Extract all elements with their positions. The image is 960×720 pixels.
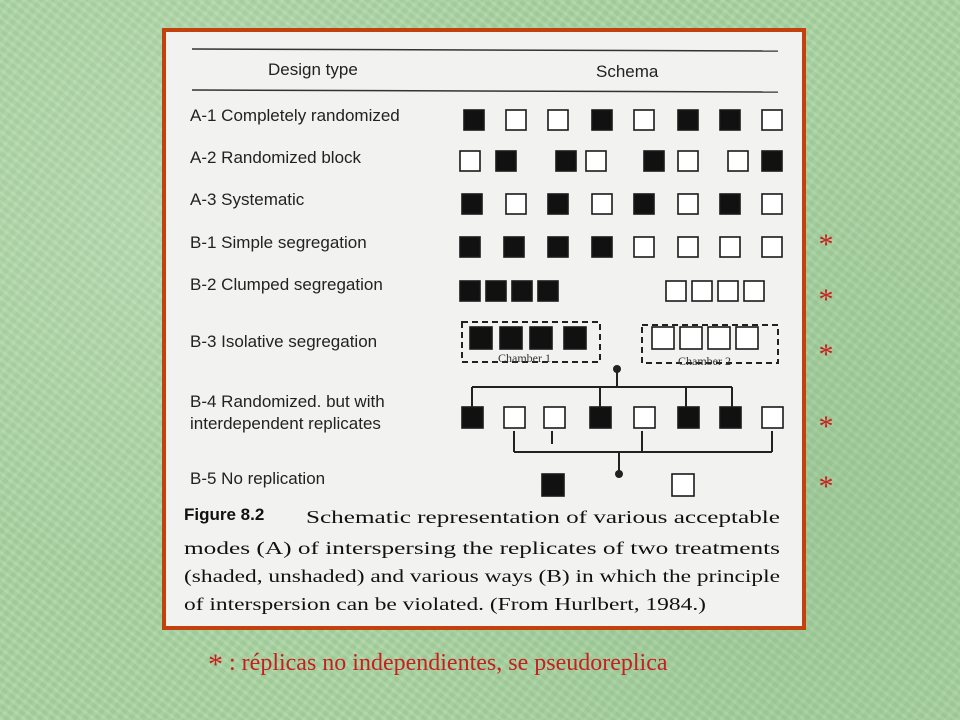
shaded-replicate-square	[538, 281, 558, 301]
row-label-b4-line1: B-4 Randomized. but with	[190, 392, 385, 411]
header-design-type: Design type	[268, 60, 358, 79]
row-label-b4-line2: interdependent replicates	[190, 414, 381, 433]
b4-bottom-tree	[514, 431, 772, 474]
row-label-b5: B-5 No replication	[190, 469, 326, 488]
shaded-replicate-square	[564, 327, 586, 349]
row-label-b1: B-1 Simple segregation	[190, 233, 367, 252]
shaded-replicate-square	[462, 407, 483, 428]
unshaded-replicate-square	[762, 194, 782, 214]
pseudoreplication-marker-b2: *	[818, 283, 834, 316]
unshaded-replicate-square	[762, 407, 783, 428]
b4-top-tree	[472, 369, 732, 407]
unshaded-replicate-square	[708, 327, 730, 349]
caption-line-2: modes (A) of interspersing the replicates of two treatments	[184, 538, 608, 558]
shaded-replicate-square	[592, 110, 612, 130]
shaded-replicate-square	[720, 194, 740, 214]
footnote-symbol: *	[208, 648, 223, 681]
pseudoreplication-marker-b1: *	[818, 228, 834, 261]
schema-squares	[460, 110, 783, 496]
row-label-b2: B-2 Clumped segregation	[190, 275, 383, 294]
shaded-replicate-square	[678, 110, 698, 130]
unshaded-replicate-square	[460, 151, 480, 171]
shaded-replicate-square	[644, 151, 664, 171]
shaded-replicate-square	[500, 327, 522, 349]
shaded-replicate-square	[496, 151, 516, 171]
shaded-replicate-square	[720, 110, 740, 130]
chamber-1-label: Chamber 1	[498, 351, 551, 365]
unshaded-replicate-square	[634, 237, 654, 257]
unshaded-replicate-square	[736, 327, 758, 349]
unshaded-replicate-square	[506, 110, 526, 130]
shaded-replicate-square	[548, 237, 568, 257]
unshaded-replicate-square	[678, 237, 698, 257]
unshaded-replicate-square	[652, 327, 674, 349]
unshaded-replicate-square	[744, 281, 764, 301]
shaded-replicate-square	[556, 151, 576, 171]
unshaded-replicate-square	[504, 407, 525, 428]
shaded-replicate-square	[590, 407, 611, 428]
row-label-a2: A-2 Randomized block	[190, 148, 362, 167]
figure-frame	[162, 28, 806, 630]
footnote-text: : réplicas no independientes, se pseudoreplica	[223, 650, 668, 676]
caption-line-4: of interspersion can be violated. (From Hurlbert, 1984.)	[184, 594, 585, 614]
shaded-replicate-square	[762, 151, 782, 171]
header-bottom-rule	[192, 90, 778, 92]
shaded-replicate-square	[464, 110, 484, 130]
row-label-a3: A-3 Systematic	[190, 190, 305, 209]
shaded-replicate-square	[462, 194, 482, 214]
unshaded-replicate-square	[586, 151, 606, 171]
shaded-replicate-square	[678, 407, 699, 428]
shaded-replicate-square	[512, 281, 532, 301]
header-top-rule	[192, 49, 778, 51]
unshaded-replicate-square	[548, 110, 568, 130]
chamber-2-label: Chamber 2	[678, 354, 731, 368]
pseudoreplication-marker-b4: *	[818, 410, 834, 443]
unshaded-replicate-square	[762, 237, 782, 257]
shaded-replicate-square	[530, 327, 552, 349]
unshaded-replicate-square	[680, 327, 702, 349]
unshaded-replicate-square	[672, 474, 694, 496]
pseudoreplication-marker-b5: *	[818, 470, 834, 503]
shaded-replicate-square	[548, 194, 568, 214]
unshaded-replicate-square	[692, 281, 712, 301]
shaded-replicate-square	[504, 237, 524, 257]
b4-top-node	[613, 365, 621, 373]
unshaded-replicate-square	[718, 281, 738, 301]
unshaded-replicate-square	[634, 407, 655, 428]
unshaded-replicate-square	[720, 237, 740, 257]
caption-line-3: (shaded, unshaded) and various ways (B) in which the principle	[184, 566, 643, 586]
unshaded-replicate-square	[728, 151, 748, 171]
unshaded-replicate-square	[506, 194, 526, 214]
caption-line-1: Schematic representation of various acceptable	[306, 507, 780, 527]
header-schema: Schema	[596, 62, 659, 81]
unshaded-replicate-square	[762, 110, 782, 130]
unshaded-replicate-square	[634, 110, 654, 130]
b4-bottom-node	[615, 470, 623, 478]
shaded-replicate-square	[460, 237, 480, 257]
pseudoreplication-marker-b3: *	[818, 338, 834, 371]
shaded-replicate-square	[720, 407, 741, 428]
unshaded-replicate-square	[678, 151, 698, 171]
caption-title: Figure 8.2	[184, 505, 265, 524]
shaded-replicate-square	[592, 237, 612, 257]
unshaded-replicate-square	[592, 194, 612, 214]
unshaded-replicate-square	[666, 281, 686, 301]
unshaded-replicate-square	[678, 194, 698, 214]
shaded-replicate-square	[486, 281, 506, 301]
shaded-replicate-square	[470, 327, 492, 349]
shaded-replicate-square	[542, 474, 564, 496]
row-label-b3: B-3 Isolative segregation	[190, 332, 378, 351]
footnote	[208, 648, 668, 682]
unshaded-replicate-square	[544, 407, 565, 428]
row-label-a1: A-1 Completely randomized	[190, 106, 400, 125]
figure-svg	[166, 32, 802, 626]
shaded-replicate-square	[460, 281, 480, 301]
shaded-replicate-square	[634, 194, 654, 214]
